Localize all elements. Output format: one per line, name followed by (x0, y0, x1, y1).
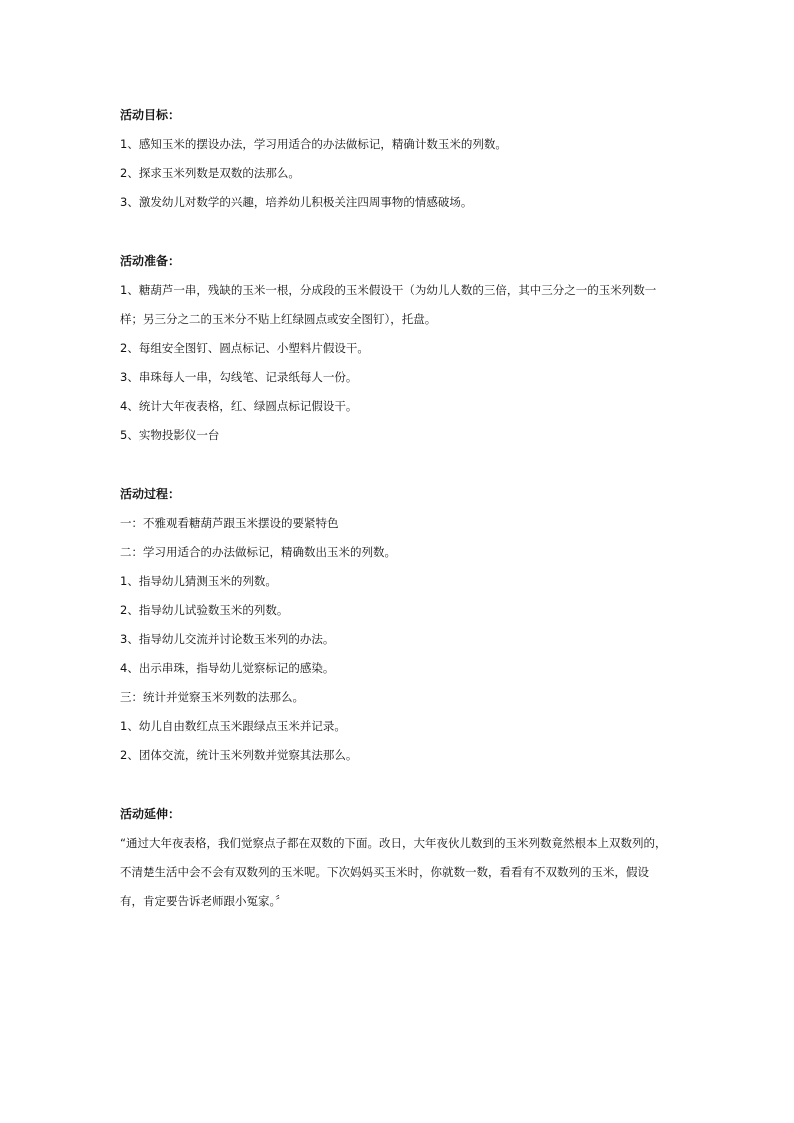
paragraph-line: 三：统计并觉察玉米列数的法那么。 (120, 690, 304, 704)
paragraph-line: 4、统计大年夜表格，红、绿圆点标记假设干。 (120, 399, 358, 413)
paragraph-line: 5、实物投影仪一台 (120, 428, 220, 442)
paragraph-line: 样；另三分之二的玉米分不贴上红绿圆点或安全图钉），托盘。 (120, 312, 437, 326)
paragraph-line: 一：不雅观看糖葫芦跟玉米摆设的要紧特色 (120, 516, 339, 530)
paragraph-line: 2、指导幼儿试验数玉米的列数。 (120, 603, 289, 617)
section-heading: 活动准备： (120, 254, 181, 268)
paragraph-line: 二：学习用适合的办法做标记，精确数出玉米的列数。 (120, 545, 396, 559)
paragraph-line: 1、糖葫芦一串，残缺的玉米一根，分成段的玉米假设干（为幼儿人数的三倍，其中三分之一的玉米列数一 (120, 283, 657, 297)
section-heading: 活动延伸： (120, 807, 181, 821)
paragraph-line: 3、激发幼儿对数学的兴趣，培养幼儿积极关注四周事物的情感破场。 (120, 195, 473, 209)
section-process (120, 480, 680, 770)
section-preparation (120, 247, 680, 450)
section-heading: 活动目标： (120, 108, 181, 122)
paragraph-line: 2、每组安全图钉、圆点标记、小塑料片假设干。 (120, 341, 369, 355)
paragraph-line: 不清楚生活中会不会有双数列的玉米呢。下次妈妈买玉米时，你就数一数，看看有不双数列的玉米，假设 (120, 865, 649, 879)
paragraph-line: 1、指导幼儿猜测玉米的列数。 (120, 574, 277, 588)
paragraph-line: 1、幼儿自由数红点玉米跟绿点玉米并记录。 (120, 719, 346, 733)
paragraph-line: “通过大年夜表格，我们觉察点子都在双数的下面。改日，大年夜伙儿数到的玉米列数竟然根本上双数列的， (120, 836, 667, 850)
section-goals (120, 101, 680, 217)
section-heading: 活动过程： (120, 487, 181, 501)
paragraph-line: 2、探求玉米列数是双数的法那么。 (120, 166, 300, 180)
paragraph-line: 3、串珠每人一串，勾线笔、记录纸每人一份。 (120, 370, 358, 384)
paragraph-line: 有，肯定要告诉老师跟小冤家。〞 (120, 894, 287, 908)
section-extension (120, 800, 680, 916)
paragraph-line: 2、团体交流，统计玉米列数并觉察其法那么。 (120, 748, 358, 762)
document-page (120, 101, 680, 916)
paragraph-line: 4、出示串珠，指导幼儿觉察标记的感染。 (120, 661, 335, 675)
paragraph-line: 3、指导幼儿交流并讨论数玉米列的办法。 (120, 632, 335, 646)
paragraph-line: 1、感知玉米的摆设办法，学习用适合的办法做标记，精确计数玉米的列数。 (120, 137, 507, 151)
